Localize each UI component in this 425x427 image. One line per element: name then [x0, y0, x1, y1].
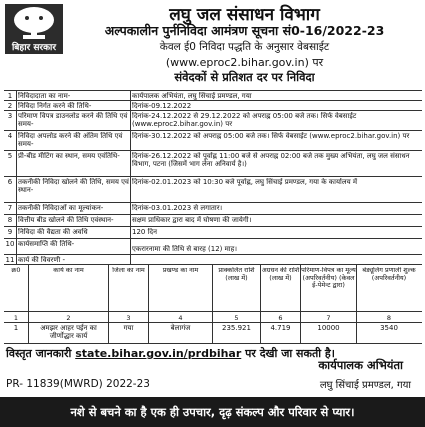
row-label: परिमाण विपत्र डाउनलोड करने की तिथि एवं समय- [18, 112, 128, 128]
row-label: कार्य की विवरणी - [18, 256, 65, 264]
row-label: निविदा निर्गत करने की तिथि- [18, 102, 92, 110]
row-value: दिनांक-02.01.2023 को 10:30 बजे पूर्वाह्न, लघु सिंचाई प्रमण्डल, गया के कार्यालय में [132, 178, 358, 186]
row-value: दिनांक-26.12.2022 को पूर्वाह्न 11:00 बजे से अपराह्न 02:00 बजे तक मुख्य अभियंता, लघु जल संसाधन विभाग, पटना (जिसमें भाग लेना अनिवार्य है।) [132, 152, 410, 168]
signatory-office: लघु सिंचाई प्रमण्डल, गया [319, 380, 411, 391]
cell-work-name: अमझर आहर पईन का जीर्णोद्धार कार्य [40, 324, 97, 340]
table-row: 9 निविदा की वैद्यता की अवधि 120 दिन [4, 226, 422, 238]
row-label: तकनीकी निविदा खोलने की तिथि, समय एवं स्थान- [18, 178, 129, 194]
cell-estimated-cost: 235.921 [222, 324, 251, 332]
row-value: दिनांक-09.12.2022 [132, 102, 192, 110]
info-prefix: विस्तृत जानकारी [6, 347, 72, 360]
row-label: तकनीकी निविदाओं का मूल्यांकन- [18, 204, 104, 212]
row-label: वित्तीय बीड खोलने की तिथि एवंस्थान- [18, 216, 114, 224]
column-index: 7 [326, 314, 331, 322]
row-value: कार्यपालक अभियंता, लघु सिंचाई प्रमण्डल, गया [132, 92, 252, 100]
column-header: कार्य का नाम [53, 267, 84, 274]
column-index: 8 [386, 314, 392, 322]
bihar-government-logo [5, 4, 63, 54]
row-value: दिनांक-24.12.2022 से 29.12.2022 को अपराह्न 05:00 बजे तक। सिर्फ वेबसाईट (www.eproc2.bihar.gov.in) पर [132, 112, 357, 128]
column-index: 2 [66, 314, 71, 322]
notice-invitation: संवेदकों से प्रतिशत दर पर निविदा [174, 70, 315, 84]
tender-details-table [4, 90, 422, 343]
table-row: 7 तकनीकी निविदाओं का मूल्यांकन- दिनांक-03.01.2023 से लगातार। [4, 202, 422, 214]
table-row: 11 कार्य की विवरणी - [4, 254, 422, 264]
row-label: निविदा की वैद्यता की अवधि [18, 228, 88, 236]
column-header: जिला का नाम [112, 267, 145, 274]
cell-bill-of-quantity-cost: 10000 [317, 324, 340, 332]
column-index: 5 [234, 314, 239, 322]
column-header: प्रखण्ड का नाम [162, 267, 199, 274]
info-suffix: पर देखी जा सकती है। [245, 347, 335, 360]
row-label: प्री-बीड मीटिंग का स्थान, समय एवंतिथि- [18, 152, 120, 160]
table-row: 3 परिमाण विपत्र डाउनलोड करने की तिथि एवं समय- दिनांक-24.12.2022 से 29.12.2022 को अपराह्न 05:00 बजे तक। सिर्फ वेबसाईट (www.eproc2.bihar.gov.in) पर [4, 110, 422, 130]
column-header: परिमाण-विपत्र का मूल्य (अपरिवर्तनीय) (केवल ई-पेमेन्ट द्वारा) [301, 267, 356, 289]
bodhi-tree-emblem-icon [5, 4, 63, 42]
cell-block: बेलागंज [170, 324, 191, 332]
info-line [6, 346, 335, 361]
column-header: अग्रधन की राशि (लाख में) [261, 267, 300, 282]
column-index: 3 [126, 314, 131, 322]
column-index: 1 [13, 314, 19, 322]
department-title: लघु जल संसाधन विभाग [169, 5, 320, 25]
table-row: 5 प्री-बीड मीटिंग का स्थान, समय एवंतिथि- दिनांक-26.12.2022 को पूर्वाह्न 11:00 बजे से अपराह्न 02:00 बजे तक मुख्य अभियंता, लघु जल संसाधन विभाग, पटना (जिसमें भाग लेना अनिवार्य है।) [4, 150, 422, 176]
cell-serial: 1 [13, 324, 19, 332]
table-row: 10 कार्यसमाप्ति की तिथि- एकरारनामा की तिथि से बारह (12) माह। [4, 238, 422, 254]
cell-earnest-money: 4.719 [270, 324, 291, 332]
row-value: दिनांक-03.01.2023 से लगातार। [132, 204, 223, 212]
column-header: प्राक्कलित राशि (लाख में) [218, 267, 255, 282]
table-row: 4 निविदा अपलोड करने की अंतिम तिथि एवं समय- दिनांक-30.12.2022 को अपराह्न 05:00 बजे तक। सिर्फ वेबसाईट (www.eproc2.bihar.gov.in) पर [4, 130, 422, 150]
table-row: 2 निविदा निर्गत करने की तिथि- दिनांक-09.12.2022 [4, 100, 422, 110]
row-value: एकरारनामा की तिथि से बारह (12) माह। [132, 245, 237, 253]
notice-subtitle: केवल ई0 निविदा पद्धति के अनुसार वेबसाईट [159, 41, 330, 53]
logo-label: बिहार सरकार [11, 43, 57, 53]
row-value: दिनांक-30.12.2022 को अपराह्न 05:00 बजे तक। सिर्फ वेबसाईट (www.eproc2.bihar.gov.in) पर [132, 132, 410, 140]
column-header: बेड्यूलिंग प्रणाली शुल्क (अपरिवर्तनीय) [362, 267, 416, 282]
column-index: 6 [278, 314, 283, 322]
row-value: 120 दिन [132, 228, 158, 236]
slogan-banner: नशे से बचने का है एक ही उपचार, दृढ़ संकल्प और परिवार से प्यार। [0, 397, 425, 427]
info-link[interactable]: state.bihar.gov.in/prdbihar [75, 347, 242, 360]
cell-district: गया [123, 324, 134, 332]
table-row: 8 वित्तीय बीड खोलने की तिथि एवंस्थान- सक्षम प्राधिकार द्वारा बाद में घोषणा की जायेगी। [4, 214, 422, 226]
pr-number: PR- 11839(MWRD) 2022-23 [6, 378, 150, 390]
signatory-title: कार्यपालक अभियंता [318, 358, 403, 372]
table-row: 1 निविदादाता का नाम- कार्यपालक अभियंता, लघु सिंचाई प्रमण्डल, गया [4, 90, 422, 100]
row-label: कार्यसमाप्ति की तिथि- [18, 240, 75, 248]
column-header: क्र0 [11, 267, 21, 274]
cell-processing-fee: 3540 [380, 324, 398, 332]
row-label: निविदादाता का नाम- [18, 92, 71, 100]
notice-title: अल्पकालीन पुर्ननिविदा आमंत्रण सूचना सं0-16/2022-23 [104, 23, 385, 38]
row-label: निविदा अपलोड करने की अंतिम तिथि एवं समय- [18, 132, 123, 148]
work-details-subtable [4, 264, 422, 344]
table-row: 6 तकनीकी निविदा खोलने की तिथि, समय एवं स्थान- दिनांक-02.01.2023 को 10:30 बजे पूर्वाह्न, लघु सिंचाई प्रमण्डल, गया के कार्यालय में [4, 176, 422, 202]
column-index: 4 [178, 314, 183, 322]
row-value: सक्षम प्राधिकार द्वारा बाद में घोषणा की जायेगी। [132, 216, 252, 224]
notice-url: (www.eproc2.bihar.gov.in) पर [165, 56, 324, 69]
